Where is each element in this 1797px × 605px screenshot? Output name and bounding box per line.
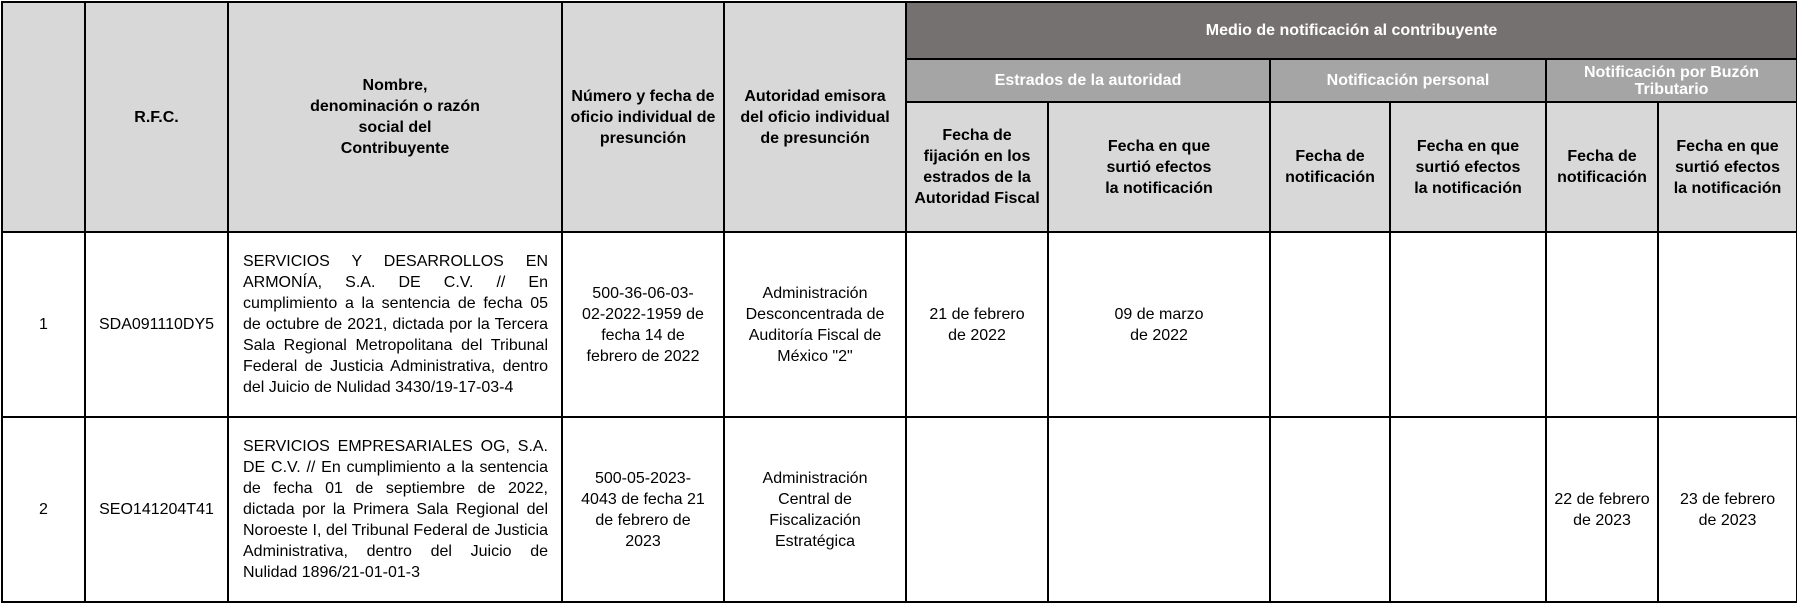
fecha-surtio-estrados-header: Fecha en que surtió efectos la notificación — [1048, 102, 1270, 232]
autoridad-header: Autoridad emisora del oficio individual de presunción — [724, 2, 906, 232]
medio-header: Medio de notificación al contribuyente — [906, 2, 1797, 59]
nombre-cell: SERVICIOS Y DESARROLLOS EN ARMONÍA, S.A. DE C.V. // En cumplimiento a la sentencia de fecha 05 de octubre de 2021, dictada por la Tercera Sala Regional Metropolitana del Tribunal Federal de Justicia Administrativa, dentro del Juicio de Nulidad 3430/19-17-03-4 — [228, 232, 562, 417]
rfc-cell: SDA091110DY5 — [85, 232, 228, 417]
fecha-surtio-buzon-header: Fecha en que surtió efectos la notificación — [1658, 102, 1797, 232]
fecha-notif-buzon-header: Fecha de notificación — [1546, 102, 1658, 232]
fecha-notif-personal-cell — [1270, 417, 1390, 602]
personal-header: Notificación personal — [1270, 59, 1546, 102]
notification-table — [1, 1, 1797, 603]
row-number: 2 — [2, 417, 85, 602]
oficio-header: Número y fecha de oficio individual de presunción — [562, 2, 724, 232]
table-row — [2, 417, 1797, 602]
buzon-header: Notificación por Buzón Tributario — [1546, 59, 1797, 102]
estrados-header: Estrados de la autoridad — [906, 59, 1270, 102]
autoridad-cell: Administración Central de Fiscalización Estratégica — [724, 417, 906, 602]
fecha-fijacion-header: Fecha de fijación en los estrados de la Autoridad Fiscal — [906, 102, 1048, 232]
row-number: 1 — [2, 232, 85, 417]
fecha-surtio-estrados-cell: 09 de marzo de 2022 — [1048, 232, 1270, 417]
fecha-notif-buzon-cell — [1546, 232, 1658, 417]
rfc-header: R.F.C. — [85, 2, 228, 232]
fecha-notif-personal-cell — [1270, 232, 1390, 417]
table-row — [2, 232, 1797, 417]
fecha-surtio-personal-cell — [1390, 232, 1546, 417]
header-row-1 — [2, 2, 1797, 59]
nombre-header: Nombre, denominación o razón social del Contribuyente — [228, 2, 562, 232]
fecha-notif-personal-header: Fecha de notificación — [1270, 102, 1390, 232]
nombre-cell: SERVICIOS EMPRESARIALES OG, S.A. DE C.V. // En cumplimiento a la sentencia de fecha 01 de septiembre de 2022, dictada por la Primera Sala Regional del Noroeste I, del Tribunal Federal de Justicia Administrativa, dentro del Juicio de Nulidad 1896/21-01-01-3 — [228, 417, 562, 602]
fecha-surtio-buzon-cell — [1658, 232, 1797, 417]
fecha-fijacion-cell — [906, 417, 1048, 602]
fecha-surtio-buzon-cell: 23 de febrero de 2023 — [1658, 417, 1797, 602]
index-header — [2, 2, 85, 232]
fecha-surtio-personal-header: Fecha en que surtió efectos la notificación — [1390, 102, 1546, 232]
oficio-cell: 500-05-2023-4043 de fecha 21 de febrero de 2023 — [562, 417, 724, 602]
autoridad-cell: Administración Desconcentrada de Auditoría Fiscal de México "2" — [724, 232, 906, 417]
fecha-fijacion-cell: 21 de febrero de 2022 — [906, 232, 1048, 417]
rfc-cell: SEO141204T41 — [85, 417, 228, 602]
oficio-cell: 500-36-06-03-02-2022-1959 de fecha 14 de febrero de 2022 — [562, 232, 724, 417]
fecha-notif-buzon-cell: 22 de febrero de 2023 — [1546, 417, 1658, 602]
fecha-surtio-estrados-cell — [1048, 417, 1270, 602]
fecha-surtio-personal-cell — [1390, 417, 1546, 602]
